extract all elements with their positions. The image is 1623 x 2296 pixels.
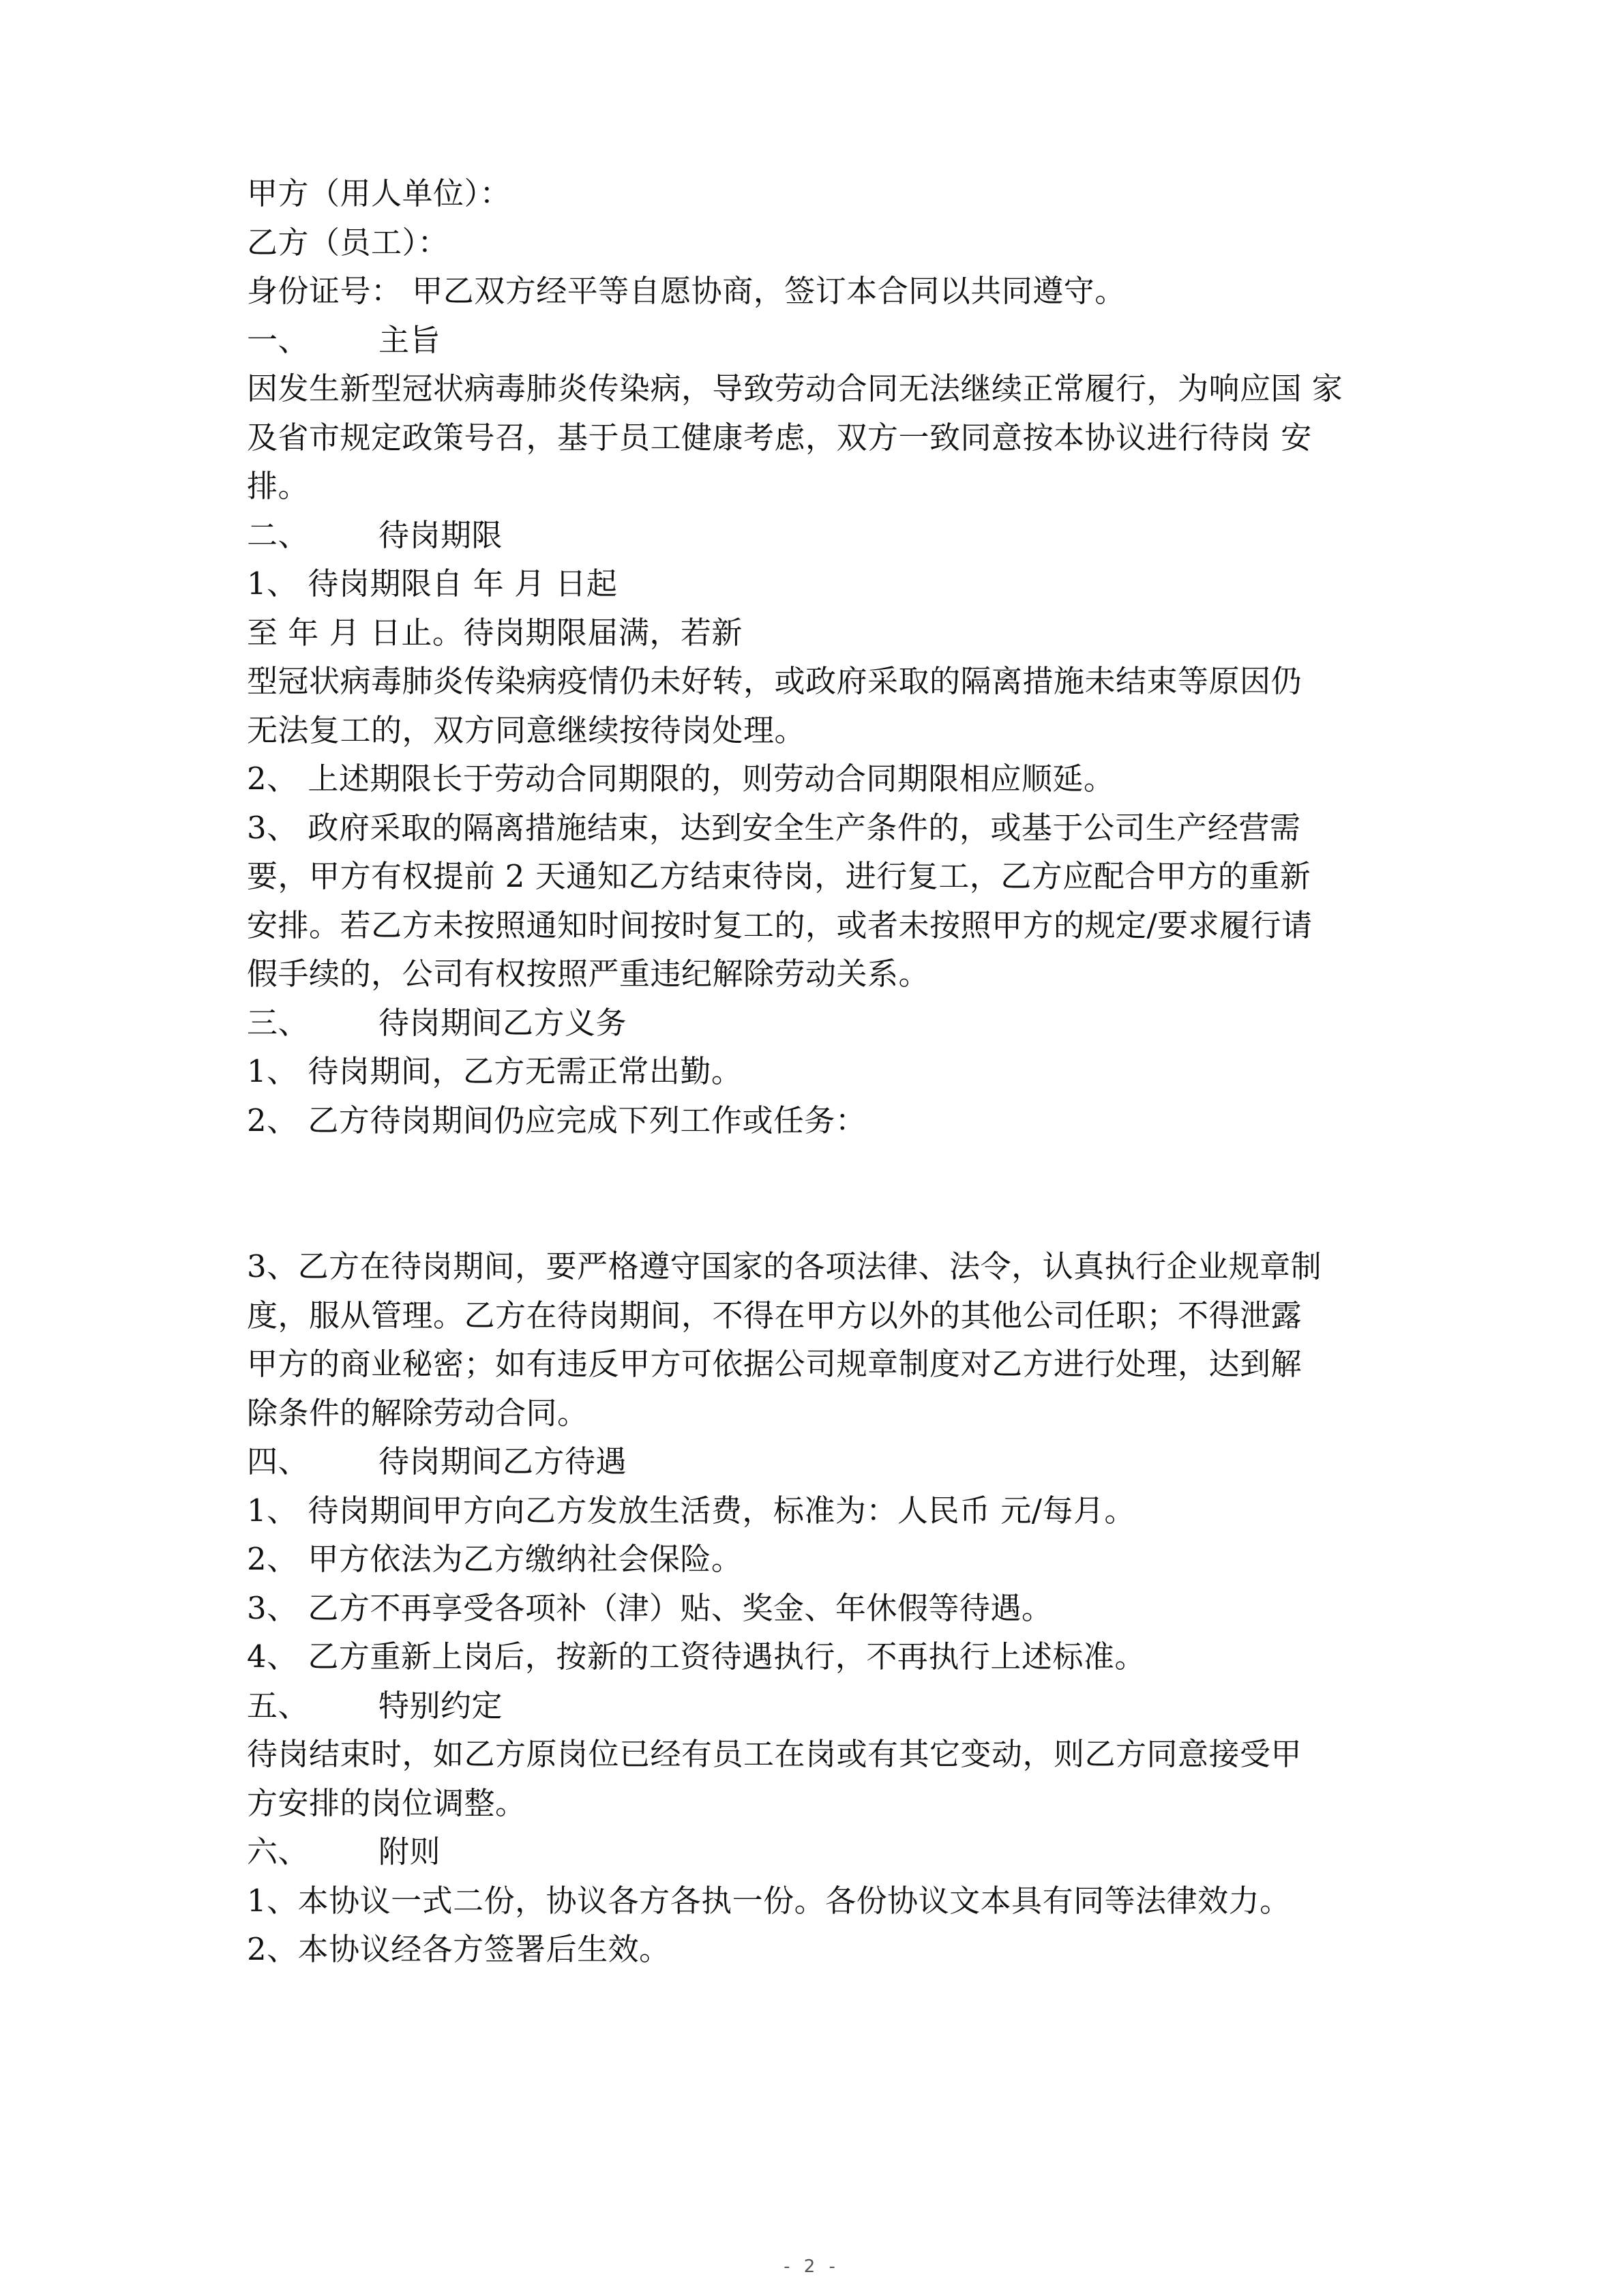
document-body (247, 169, 1393, 1974)
task-blank-space (247, 1145, 1393, 1242)
section-3-line: 1、 待岗期间，乙方无需正常出勤。 (247, 1053, 743, 1089)
section-6-line: 1、本协议一式二份，协议各方各执一份。各份协议文本具有同等法律效力。 (247, 1882, 1291, 1919)
section-2-line: 3、 政府采取的隔离措施结束，达到安全生产条件的，或基于公司生产经营需 (247, 809, 1301, 846)
section-6-line: 2、本协议经各方签署后生效。 (247, 1931, 670, 1967)
section-5-line: 方安排的岗位调整。 (247, 1784, 526, 1821)
page-number: - 2 - (784, 2256, 839, 2277)
section-1-number: 一、 (247, 321, 310, 358)
section-5-heading (247, 1681, 1393, 1731)
id-number-line: 身份证号： 甲乙双方经平等自愿协商，签订本合同以共同遵守。 (247, 273, 1126, 309)
section-4-line: 1、 待岗期间甲方向乙方发放生活费，标准为：人民币 元/每月。 (247, 1492, 1135, 1529)
section-2-line: 假手续的，公司有权按照严重违纪解除劳动关系。 (247, 956, 930, 992)
section-1-line: 及省市规定政策号召，基于员工健康考虑，双方一致同意按本协议进行待岗 安 (247, 419, 1312, 456)
section-2-number: 二、 (247, 516, 310, 553)
section-3-number: 三、 (247, 1004, 310, 1041)
section-2-line: 安排。若乙方未按照通知时间按时复工的，或者未按照甲方的规定/要求履行请 (247, 907, 1313, 943)
section-5-number: 五、 (247, 1687, 310, 1724)
party-b-line: 乙方（员工）： (247, 224, 449, 261)
section-4-heading (247, 1437, 1393, 1486)
section-3-line: 除条件的解除劳动合同。 (247, 1394, 589, 1431)
section-6-number: 六、 (247, 1834, 310, 1870)
section-4-number: 四、 (247, 1443, 310, 1480)
section-4-title: 待岗期间乙方待遇 (378, 1443, 627, 1480)
section-6-heading (247, 1827, 1393, 1876)
section-3-line: 甲方的商业秘密；如有违反甲方可依据公司规章制度对乙方进行处理，达到解 (247, 1346, 1302, 1382)
section-2-line: 1、 待岗期限自 年 月 日起 (247, 565, 618, 602)
section-2-line: 无法复工的，双方同意继续按待岗处理。 (247, 711, 806, 748)
section-3-title: 待岗期间乙方义务 (378, 1004, 627, 1041)
section-2-line: 2、 上述期限长于劳动合同期限的，则劳动合同期限相应顺延。 (247, 761, 1115, 797)
section-2-line: 要，甲方有权提前 2 天通知乙方结束待岗，进行复工，乙方应配合甲方的重新 (247, 858, 1311, 894)
party-a-line: 甲方（用人单位）： (247, 175, 511, 211)
section-2-title: 待岗期限 (378, 516, 503, 553)
section-1-title: 主旨 (378, 321, 441, 358)
section-6-title: 附则 (378, 1834, 441, 1870)
section-5-line: 待岗结束时，如乙方原岗位已经有员工在岗或有其它变动，则乙方同意接受甲 (247, 1736, 1302, 1772)
section-3-line: 2、 乙方待岗期间仍应完成下列工作或任务： (247, 1102, 867, 1138)
section-5-title: 特别约定 (378, 1687, 503, 1724)
section-3-heading (247, 999, 1393, 1048)
section-2-line: 型冠状病毒肺炎传染病疫情仍未好转，或政府采取的隔离措施未结束等原因仍 (247, 663, 1302, 699)
section-1-line: 因发生新型冠状病毒肺炎传染病，导致劳动合同无法继续正常履行，为响应国 家 (247, 370, 1343, 407)
section-4-line: 4、 乙方重新上岗后，按新的工资待遇执行，不再执行上述标准。 (247, 1638, 1146, 1675)
section-1-line: 排。 (247, 468, 310, 504)
section-2-line: 至 年 月 日止。待岗期限届满，若新 (247, 614, 743, 651)
section-3-line: 3、乙方在待岗期间，要严格遵守国家的各项法律、法令，认真执行企业规章制 (247, 1248, 1322, 1284)
section-3-line: 度，服从管理。乙方在待岗期间，不得在甲方以外的其他公司任职；不得泄露 (247, 1297, 1302, 1334)
section-4-line: 2、 甲方依法为乙方缴纳社会保险。 (247, 1541, 743, 1577)
section-1-heading (247, 316, 1393, 365)
section-2-heading (247, 511, 1393, 560)
section-4-line: 3、 乙方不再享受各项补（津）贴、奖金、年休假等待遇。 (247, 1589, 1053, 1626)
